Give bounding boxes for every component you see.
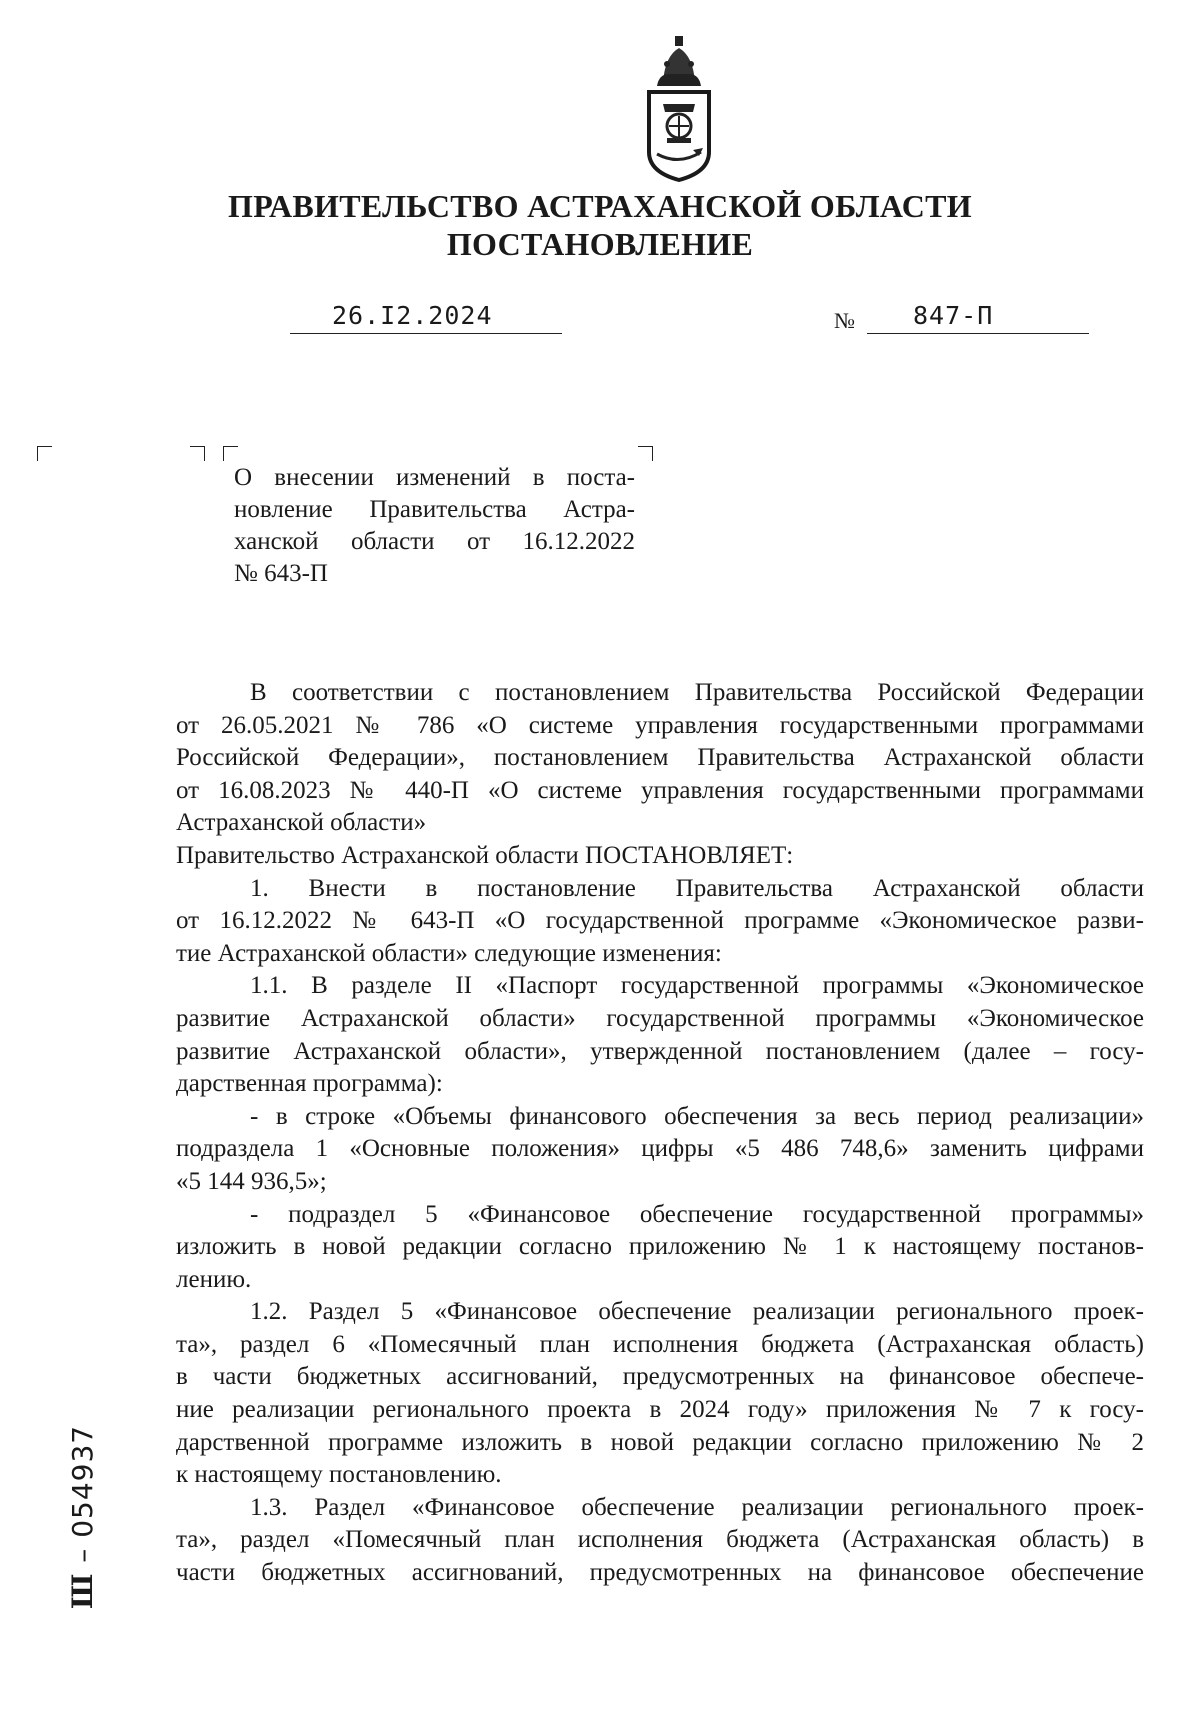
- subject-line: новление Правительства Астра-: [234, 496, 635, 523]
- subject-line: № 643-П: [234, 560, 328, 587]
- body-line: - в строке «Объемы финансового обеспечения за весь период реализации»: [250, 1102, 1144, 1130]
- document-date: 26.I2.2024: [332, 301, 493, 330]
- number-underline: [867, 333, 1089, 334]
- body-line: к настоящему постановлению.: [176, 1461, 502, 1489]
- body-line: 1.2. Раздел 5 «Финансовое обеспечение реализации регионального проек-: [250, 1298, 1144, 1326]
- body-line: та», раздел 6 «Помесячный план исполнения бюджета (Астраханская область): [176, 1330, 1144, 1358]
- serial-number: 054937: [66, 1424, 99, 1538]
- body-line: от 16.12.2022 № 643-П «О государственной программе «Экономическое разви-: [176, 907, 1144, 935]
- corner-mark: [638, 446, 653, 461]
- body-line: 1.1. В разделе II «Паспорт государственной программы «Экономическое: [250, 972, 1144, 1000]
- coat-of-arms-emblem: [643, 34, 715, 184]
- body-line: от 16.08.2023 № 440-П «О системе управления государственными программами: [176, 776, 1144, 804]
- document-type-title: ПОСТАНОВЛЕНИЕ: [446, 226, 754, 262]
- body-line: В соответствии с постановлением Правительства Российской Федерации: [250, 679, 1144, 706]
- body-line: части бюджетных ассигнований, предусмотренных на финансовое обеспечение: [176, 1559, 1144, 1587]
- document-subject: [234, 462, 635, 590]
- body-line: развитие Астраханской области» государственной программы «Экономическое: [176, 1004, 1144, 1032]
- serial-separator: –: [66, 1537, 99, 1573]
- body-line: тие Астраханской области» следующие изменения:: [176, 939, 722, 967]
- body-line: от 26.05.2021 № 786 «О системе управления государственными программами: [176, 711, 1144, 739]
- body-line: ние реализации регионального проекта в 2024 году» приложения № 7 к госу-: [176, 1396, 1144, 1424]
- body-line: подраздела 1 «Основные положения» цифры «5 486 748,6» заменить цифрами: [176, 1135, 1144, 1163]
- body-line: - подраздел 5 «Финансовое обеспечение государственной программы»: [250, 1200, 1144, 1228]
- body-line: дарственной программе изложить в новой редакции согласно приложению № 2: [176, 1428, 1144, 1456]
- body-line: Астраханской области»: [176, 809, 427, 837]
- body-line: изложить в новой редакции согласно приложению № 1 к настоящему постанов-: [176, 1233, 1144, 1261]
- body-line: 1.3. Раздел «Финансовое обеспечение реализации регионального проек-: [250, 1493, 1144, 1521]
- body-line: 1. Внести в постановление Правительства Астраханской области: [250, 874, 1144, 902]
- organization-title: ПРАВИТЕЛЬСТВО АСТРАХАНСКОЙ ОБЛАСТИ: [228, 188, 972, 224]
- form-serial-number: [66, 1417, 98, 1617]
- body-line: в части бюджетных ассигнований, предусмотренных на финансовое обеспече-: [176, 1363, 1144, 1391]
- subject-line: ханской области от 16.12.2022: [234, 528, 635, 555]
- body-line: лению.: [176, 1265, 252, 1293]
- subject-line: О внесении изменений в поста-: [234, 464, 635, 491]
- document-body: [176, 677, 1144, 1590]
- document-number: 847-П: [913, 301, 994, 330]
- corner-mark: [37, 446, 52, 461]
- body-line: развитие Астраханской области», утвержденной постановлением (далее – госу-: [176, 1037, 1144, 1065]
- corner-mark: [190, 446, 205, 461]
- body-line: «5 144 936,5»;: [176, 1167, 327, 1195]
- serial-prefix: Ш: [66, 1572, 99, 1610]
- date-underline: [290, 333, 562, 334]
- body-line: та», раздел «Помесячный план исполнения бюджета (Астраханская область) в: [176, 1526, 1144, 1554]
- corner-mark: [223, 446, 238, 461]
- number-label: №: [834, 308, 855, 333]
- body-line: дарственная программа):: [176, 1070, 443, 1098]
- body-line: Российской Федерации», постановлением Правительства Астраханской области: [176, 744, 1144, 772]
- body-line: Правительство Астраханской области ПОСТАНОВЛЯЕТ:: [176, 841, 794, 869]
